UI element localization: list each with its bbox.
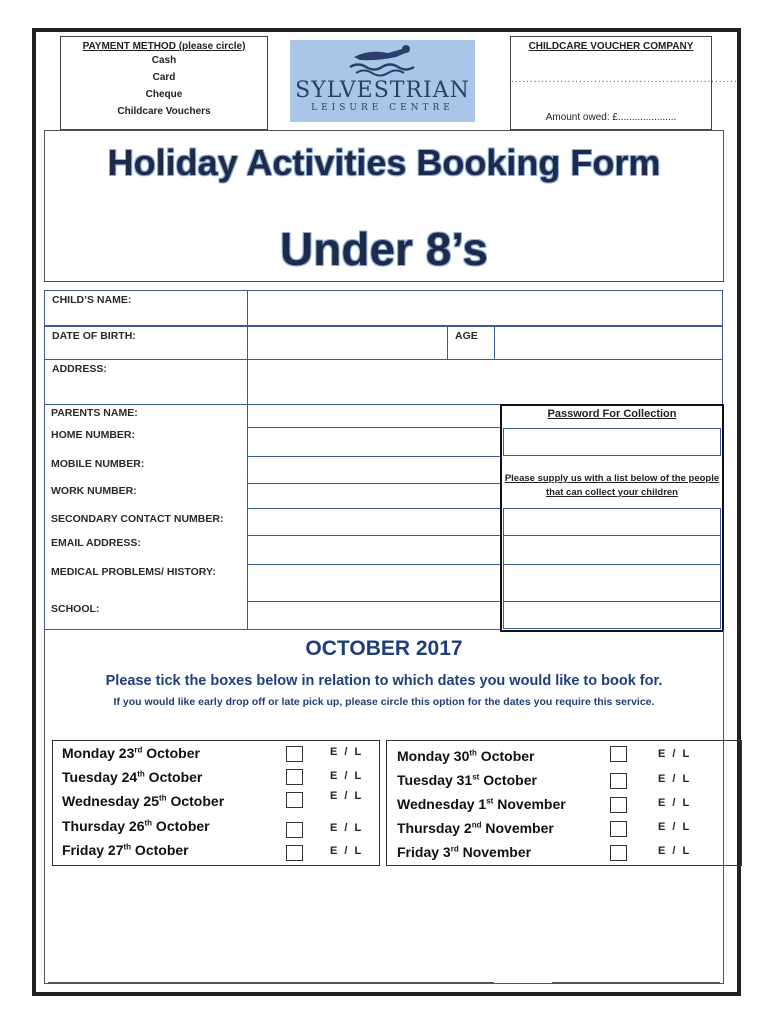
payment-option-card[interactable]: Card bbox=[152, 72, 176, 83]
parents-name-field[interactable] bbox=[247, 404, 501, 428]
collector-row-2[interactable] bbox=[503, 535, 721, 565]
mobile-number-field[interactable] bbox=[247, 456, 501, 484]
parents-name-label: PARENTS NAME: bbox=[51, 407, 138, 419]
payment-option-vouchers[interactable]: Childcare Vouchers bbox=[117, 106, 211, 117]
sylvestrian-logo bbox=[290, 40, 475, 122]
week2-early-late-1[interactable]: E / L bbox=[658, 748, 692, 760]
week2-date-4: Thursday 2nd November bbox=[397, 820, 554, 836]
week1-early-late-1[interactable]: E / L bbox=[330, 746, 364, 758]
age-label: AGE bbox=[447, 326, 495, 360]
week2-checkbox-4[interactable] bbox=[610, 821, 627, 837]
address-label: ADDRESS: bbox=[44, 359, 248, 405]
address-field[interactable] bbox=[247, 359, 723, 405]
week1-early-late-4[interactable]: E / L bbox=[330, 822, 364, 834]
home-number-field[interactable] bbox=[247, 427, 501, 457]
medical-label: MEDICAL PROBLEMS/ HISTORY: bbox=[51, 566, 216, 578]
amount-owed-label[interactable]: Amount owed: £..................... bbox=[545, 112, 677, 123]
password-field[interactable] bbox=[503, 428, 721, 456]
age-field[interactable] bbox=[494, 326, 723, 360]
week1-checkbox-2[interactable] bbox=[286, 769, 303, 785]
signature-line-left bbox=[48, 982, 494, 983]
week1-checkbox-1[interactable] bbox=[286, 746, 303, 762]
week1-date-1: Monday 23rd October bbox=[62, 745, 200, 761]
voucher-company-title: CHILDCARE VOUCHER COMPANY bbox=[528, 41, 694, 52]
week1-date-4: Thursday 26th October bbox=[62, 818, 210, 834]
dob-label: DATE OF BIRTH: bbox=[44, 326, 248, 360]
work-number-field[interactable] bbox=[247, 483, 501, 509]
swimmer-icon bbox=[348, 43, 418, 77]
form-subtitle: Under 8’s bbox=[280, 223, 488, 275]
email-label: EMAIL ADDRESS: bbox=[51, 537, 141, 549]
week1-date-3: Wednesday 25th October bbox=[62, 793, 225, 809]
child-name-label: CHILD’S NAME: bbox=[44, 290, 248, 326]
payment-option-cheque[interactable]: Cheque bbox=[145, 89, 183, 100]
booking-month: OCTOBER 2017 bbox=[305, 637, 463, 660]
week1-date-5: Friday 27th October bbox=[62, 842, 189, 858]
week2-checkbox-1[interactable] bbox=[610, 746, 627, 762]
collect-note: Please supply us with a list below of the people that can collect your children bbox=[504, 473, 720, 498]
week2-early-late-2[interactable]: E / L bbox=[658, 773, 692, 785]
password-title: Password For Collection bbox=[547, 408, 677, 420]
payment-method-title: PAYMENT METHOD (please circle) bbox=[82, 41, 246, 52]
week1-early-late-5[interactable]: E / L bbox=[330, 845, 364, 857]
collector-row-3[interactable] bbox=[503, 564, 721, 602]
week1-checkbox-4[interactable] bbox=[286, 822, 303, 838]
dob-field[interactable] bbox=[247, 326, 448, 360]
week2-date-3: Wednesday 1st November bbox=[397, 796, 566, 812]
school-label: SCHOOL: bbox=[51, 603, 100, 615]
home-number-label: HOME NUMBER: bbox=[51, 429, 135, 441]
payment-option-cash[interactable]: Cash bbox=[151, 55, 177, 66]
secondary-contact-field[interactable] bbox=[247, 508, 501, 536]
signature-line-right bbox=[552, 982, 720, 983]
week2-checkbox-5[interactable] bbox=[610, 845, 627, 861]
week1-early-late-3[interactable]: E / L bbox=[330, 790, 364, 802]
week2-checkbox-3[interactable] bbox=[610, 797, 627, 813]
logo-name: SYLVESTRIAN bbox=[295, 78, 470, 103]
child-name-field[interactable] bbox=[247, 290, 723, 326]
week1-date-2: Tuesday 24th October bbox=[62, 769, 203, 785]
week1-early-late-2[interactable]: E / L bbox=[330, 770, 364, 782]
week1-checkbox-3[interactable] bbox=[286, 792, 303, 808]
week2-date-2: Tuesday 31st October bbox=[397, 772, 537, 788]
email-field[interactable] bbox=[247, 535, 501, 565]
voucher-company-line[interactable]: ............................................................ bbox=[511, 74, 738, 85]
week1-checkbox-5[interactable] bbox=[286, 845, 303, 861]
medical-field[interactable] bbox=[247, 564, 501, 602]
week2-early-late-5[interactable]: E / L bbox=[658, 845, 692, 857]
week2-date-1: Monday 30th October bbox=[397, 748, 535, 764]
logo-subtitle: LEISURE CENTRE bbox=[311, 103, 454, 113]
collector-row-1[interactable] bbox=[503, 508, 721, 536]
week2-early-late-4[interactable]: E / L bbox=[658, 821, 692, 833]
payment-method-box bbox=[60, 36, 268, 130]
form-title: Holiday Activities Booking Form bbox=[107, 142, 661, 183]
booking-instruction: Please tick the boxes below in relation to which dates you would like to book for. bbox=[105, 673, 663, 689]
week2-early-late-3[interactable]: E / L bbox=[658, 797, 692, 809]
school-field[interactable] bbox=[247, 601, 501, 630]
work-number-label: WORK NUMBER: bbox=[51, 485, 137, 497]
week2-date-5: Friday 3rd November bbox=[397, 844, 532, 860]
collector-row-4[interactable] bbox=[503, 601, 721, 629]
secondary-contact-label: SECONDARY CONTACT NUMBER: bbox=[51, 513, 224, 525]
week2-checkbox-2[interactable] bbox=[610, 773, 627, 789]
mobile-number-label: MOBILE NUMBER: bbox=[51, 458, 145, 470]
voucher-company-box bbox=[510, 36, 738, 130]
booking-note: If you would like early drop off or late pick up, please circle this option for the dates you require this service. bbox=[113, 696, 655, 708]
